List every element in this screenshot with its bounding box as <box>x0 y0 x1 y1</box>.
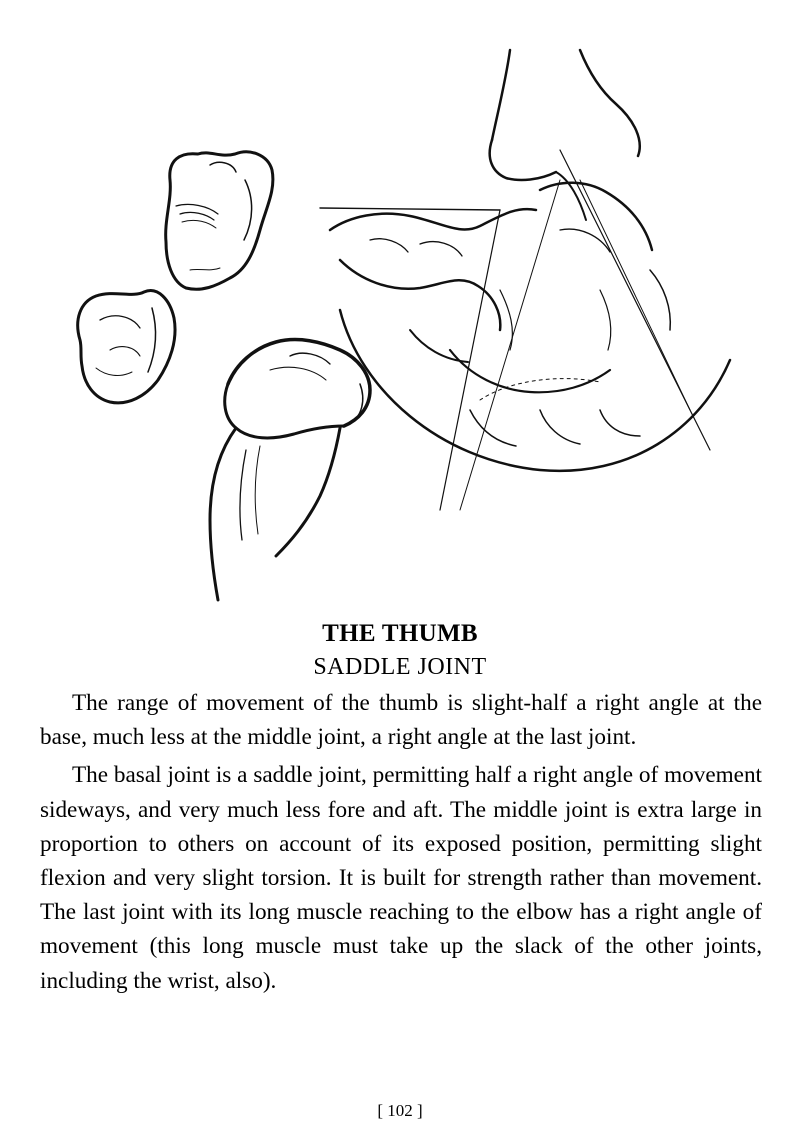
bone-fragment-upper <box>166 152 273 289</box>
thumb-joint-illustration <box>40 30 760 610</box>
hand-joint-diagram <box>320 50 730 510</box>
body-text <box>40 686 762 1002</box>
section-title: THE THUMB <box>322 620 478 647</box>
paragraph: The range of movement of the thumb is slight-half a right angle at the base, much less at the middle joint, a right angle at the last joint. <box>40 690 762 751</box>
bone-fragment-left <box>78 291 175 403</box>
page-number: [ 102 ] <box>377 1101 423 1120</box>
bone-shaft-lower <box>210 340 370 600</box>
paragraph: The basal joint is a saddle joint, permitting half a right angle of movement sideways, and very much less fore and aft. The middle joint is extra large in proportion to others on account of its exposed position, permitting slight flexion and very slight torsion. It is built for strength rather than movement. The last joint with its long muscle reaching to the elbow has a right angle of movement (this long muscle must take up the slack of the other joints, including the wrist, also). <box>40 762 762 994</box>
section-subtitle: SADDLE JOINT <box>313 654 487 680</box>
